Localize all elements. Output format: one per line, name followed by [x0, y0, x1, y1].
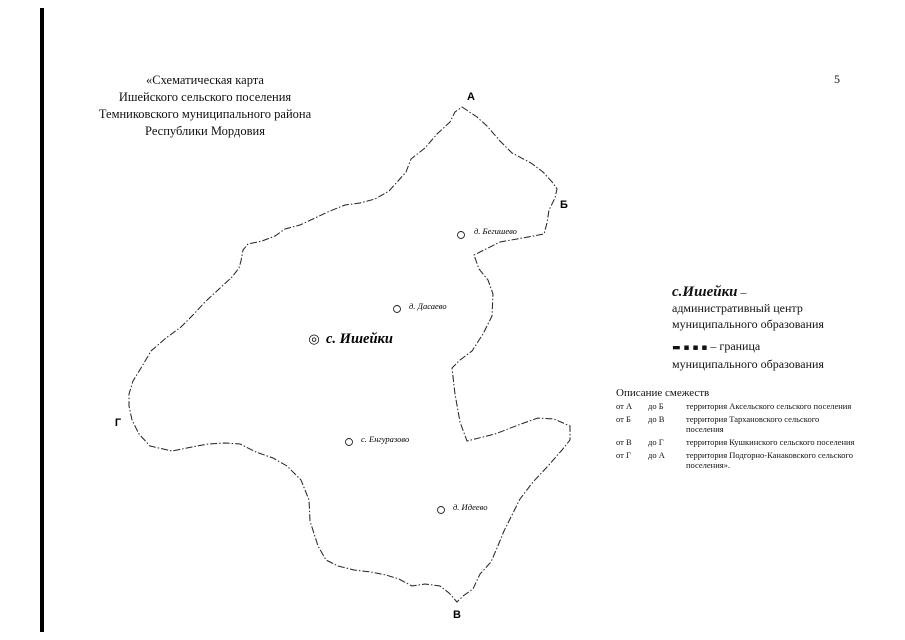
adjacency-from: от Г: [616, 450, 631, 460]
village-marker-begishevo: [458, 232, 465, 239]
page-number: 5: [834, 72, 840, 86]
adjacency-to: до Б: [648, 401, 664, 411]
admin-center-icon: ◎: [308, 331, 320, 346]
legend-boundary: [672, 338, 824, 372]
village-marker-ideevo: [438, 507, 445, 514]
adjacency-to: до А: [648, 450, 665, 460]
adjacency-description: [616, 388, 876, 470]
adjacency-row: [616, 450, 876, 470]
adjacency-title: Описание смежеств: [616, 387, 710, 399]
title-line-3: Темниковского муниципального района: [98, 107, 312, 121]
village-label-begishevo: д. Бегишево: [474, 226, 517, 236]
legend-border-text-1: – граница: [707, 339, 761, 353]
village-marker-dasaevo: [394, 306, 401, 313]
adjacency-row: [616, 401, 876, 411]
municipal-boundary: [129, 107, 570, 602]
village-label-ideevo: д. Идеево: [453, 502, 488, 512]
adjacency-from: от Б: [616, 414, 631, 424]
corner-label-a: А: [467, 91, 475, 103]
village-marker-enguarazovo: [346, 439, 353, 446]
admin-center-label: с. Ишейки: [326, 331, 393, 347]
village-label-enguarazovo: с. Енгуразово: [361, 434, 410, 444]
adjacency-from: от В: [616, 437, 632, 447]
adjacency-row: [616, 437, 876, 447]
legend-center-name: с.Ишейки: [672, 284, 738, 300]
corner-label-v: В: [453, 609, 461, 621]
boundary-line-symbol: ▬ ▪ ▪ ▪: [672, 343, 708, 353]
corner-label-b: Б: [560, 199, 568, 211]
legend-center-desc-1: административный центр: [672, 301, 803, 315]
adjacency-to: до Г: [648, 437, 664, 447]
adjacency-row: [616, 414, 876, 434]
adjacency-text: территория Тархановского сельского поселения: [686, 414, 820, 434]
adjacency-text: территория Аксельского сельского поселения: [686, 401, 852, 411]
legend-center-dash: –: [737, 285, 747, 299]
title-line-4: Республики Мордовия: [145, 124, 265, 138]
legend-admin-center: [672, 284, 824, 332]
adjacency-to: до В: [648, 414, 665, 424]
corner-label-g: Г: [114, 417, 122, 429]
legend-border-text-2: муниципального образования: [672, 357, 824, 371]
title-line-2: Ишейского сельского поселения: [118, 90, 292, 104]
title-line-1: «Схематическая карта: [146, 73, 264, 87]
adjacency-from: от А: [616, 401, 633, 411]
adjacency-text: территория Подгорно-Канаковского сельского поселения».: [686, 450, 854, 470]
adjacency-text: территория Кушкинского сельского поселения: [686, 437, 855, 447]
village-label-dasaevo: д. Дасаево: [409, 301, 447, 311]
legend-center-desc-2: муниципального образования: [672, 317, 824, 331]
